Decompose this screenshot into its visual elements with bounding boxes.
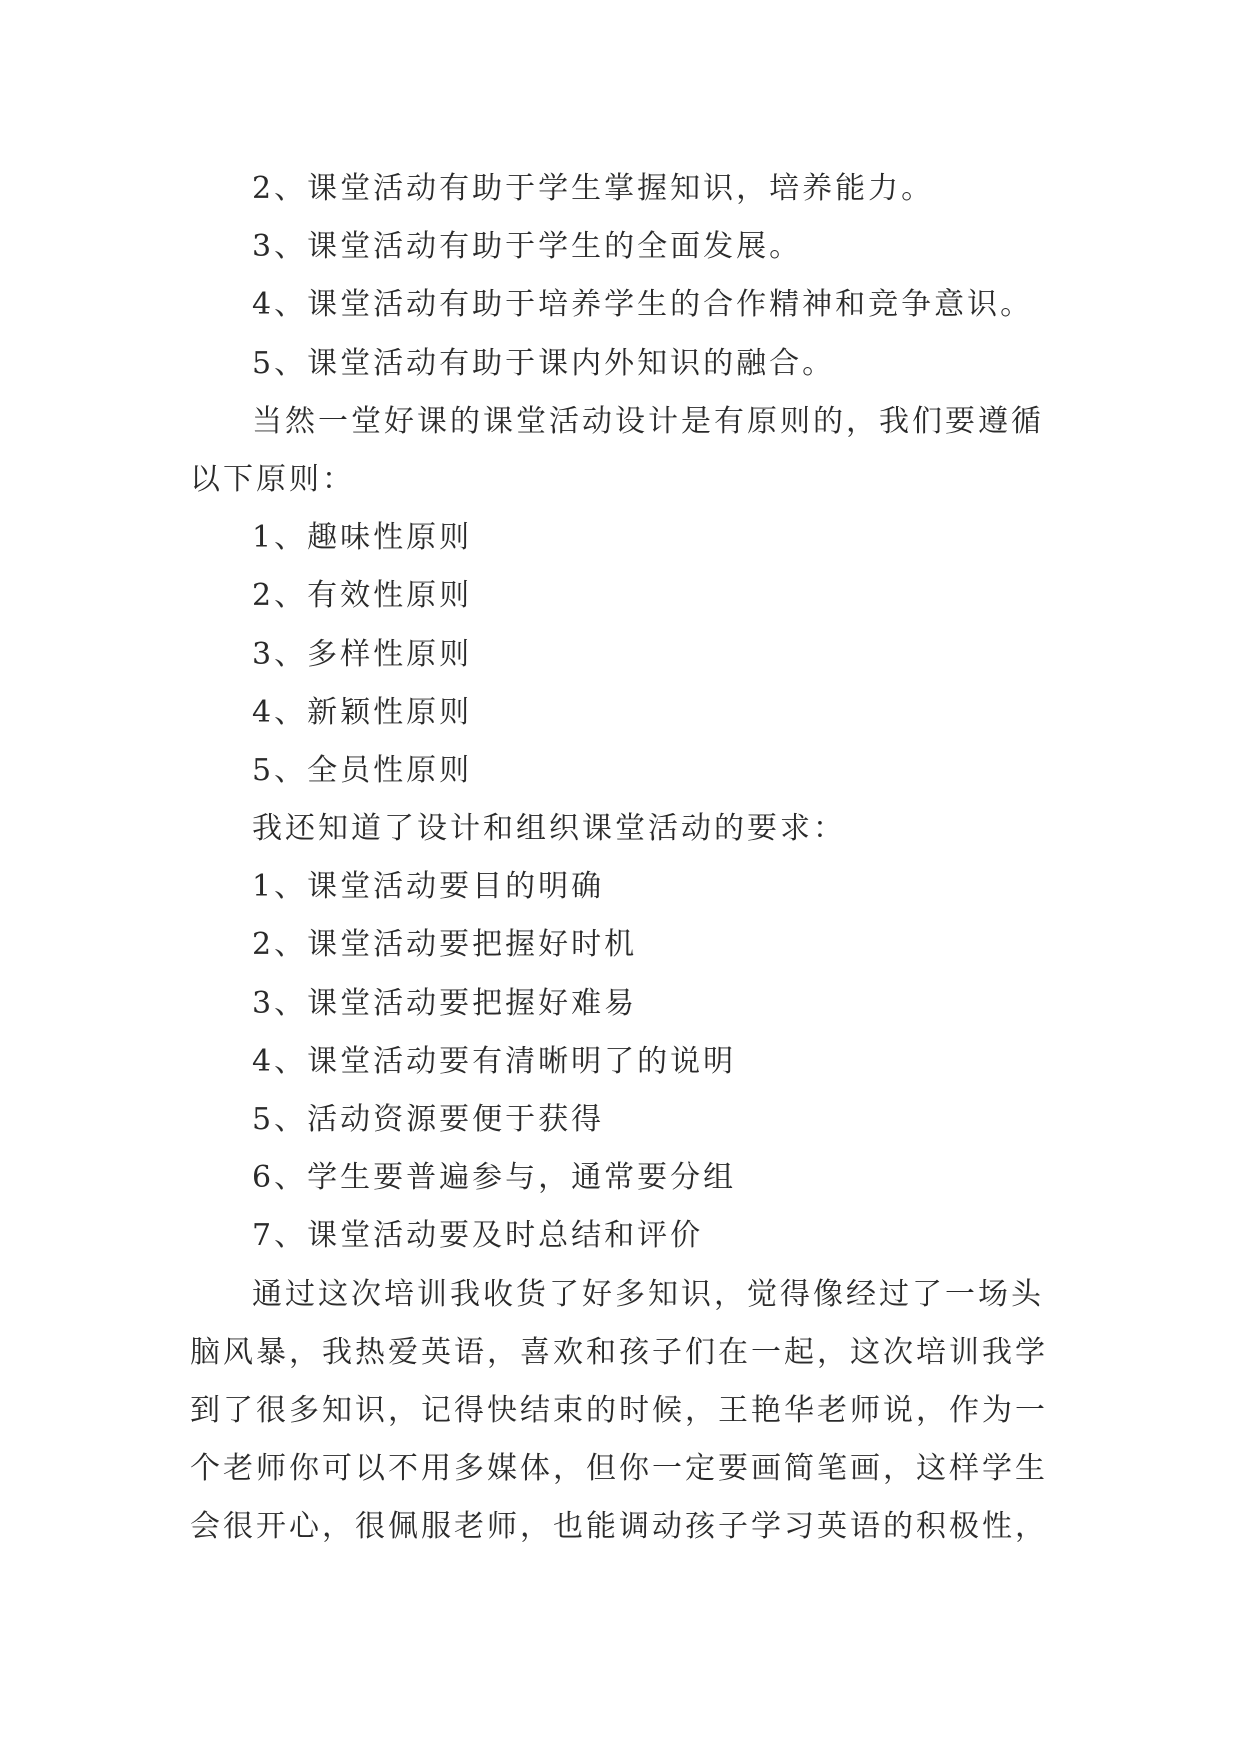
text-line: 3、多样性原则	[252, 636, 473, 672]
text-line: 脑风暴，我热爱英语，喜欢和孩子们在一起，这次培训我学	[190, 1334, 1048, 1370]
text-line: 2、课堂活动要把握好时机	[252, 927, 638, 963]
text-line: 1、趣味性原则	[252, 520, 473, 556]
text-line: 5、活动资源要便于获得	[252, 1102, 605, 1137]
text-line: 个老师你可以不用多媒体，但你一定要画简笔画，这样学生	[190, 1451, 1048, 1487]
text-line: 通过这次培训我收货了好多知识，觉得像经过了一场头	[252, 1276, 1044, 1312]
text-line: 2、课堂活动有助于学生掌握知识，培养能力。	[252, 171, 935, 206]
text-line: 4、课堂活动有助于培养学生的合作精神和竞争意识。	[252, 287, 1034, 323]
text-line: 当然一堂好课的课堂活动设计是有原则的，我们要遵循	[252, 403, 1044, 439]
text-line: 5、课堂活动有助于课内外知识的融合。	[252, 345, 836, 381]
text-line: 4、新颖性原则	[252, 694, 473, 730]
text-line: 3、课堂活动要把握好难易	[252, 985, 638, 1021]
text-line: 5、全员性原则	[252, 752, 473, 788]
text-line: 4、课堂活动要有清晰明了的说明	[252, 1043, 737, 1079]
text-line: 1、课堂活动要目的明确	[252, 869, 605, 905]
text-line: 7、课堂活动要及时总结和评价	[252, 1218, 704, 1254]
text-line: 我还知道了设计和组织课堂活动的要求：	[252, 811, 846, 847]
text-line: 以下原则：	[190, 461, 355, 497]
document-body	[190, 160, 1060, 1557]
text-line: 6、学生要普遍参与，通常要分组	[252, 1160, 737, 1196]
text-line: 3、课堂活动有助于学生的全面发展。	[252, 229, 803, 265]
text-line: 会很开心，很佩服老师，也能调动孩子学习英语的积极性，	[190, 1509, 1048, 1545]
text-line: 2、有效性原则	[252, 578, 473, 614]
text-line: 到了很多知识，记得快结束的时候，王艳华老师说，作为一	[190, 1392, 1048, 1428]
